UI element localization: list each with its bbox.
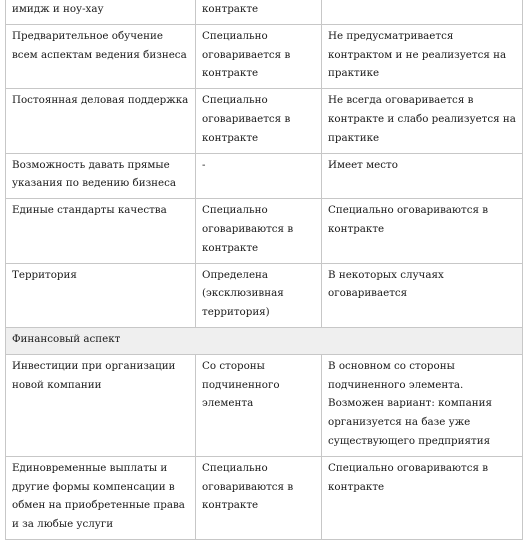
table-cell: Специально оговариваются в контракте (322, 456, 523, 539)
table-row (6, 354, 523, 456)
table-row (6, 0, 523, 24)
table-cell: Специально оговариваются в контракте (196, 199, 322, 263)
table-cell: Специально оговаривается в контракте (196, 89, 322, 153)
table-cell: В основном со стороны подчиненного элемента. Возможен вариант: компания организуется на базе уже существующего предприятия (322, 354, 523, 456)
table-cell: Имеет место (322, 153, 523, 199)
table-cell: В некоторых случаях оговаривается (322, 263, 523, 327)
table-cell: Со стороны подчиненного элемента (196, 354, 322, 456)
table-cell: Единовременные выплаты и другие формы компенсации в обмен на приобретенные права и за любые услуги (6, 456, 196, 539)
table-cell: контракте (196, 0, 322, 24)
table-cell (322, 0, 523, 24)
table-row (6, 456, 523, 539)
table-cell: Не всегда оговаривается в контракте и слабо реализуется на практике (322, 89, 523, 153)
table-row (6, 89, 523, 153)
section-header: Финансовый аспект (6, 327, 523, 354)
table-row (6, 199, 523, 263)
table-cell: Специально оговариваются в контракте (322, 199, 523, 263)
table-cell: Территория (6, 263, 196, 327)
table-cell: Единые стандарты качества (6, 199, 196, 263)
table-cell: Инвестиции при организации новой компании (6, 354, 196, 456)
table-cell: Специально оговаривается в контракте (196, 24, 322, 88)
table-cell: Специально оговариваются в контракте (196, 456, 322, 539)
table-row (6, 153, 523, 199)
table-cell: Постоянная деловая поддержка (6, 89, 196, 153)
table-cell: имидж и ноу-хау (6, 0, 196, 24)
table-row (6, 24, 523, 88)
comparison-table (5, 0, 523, 540)
table-cell: Предварительное обучение всем аспектам ведения бизнеса (6, 24, 196, 88)
section-row (6, 327, 523, 354)
table-cell: Определена (эксклюзивная территория) (196, 263, 322, 327)
table-cell: - (196, 153, 322, 199)
table-cell: Возможность давать прямые указания по ведению бизнеса (6, 153, 196, 199)
table-row (6, 263, 523, 327)
table-cell: Не предусматривается контрактом и не реализуется на практике (322, 24, 523, 88)
